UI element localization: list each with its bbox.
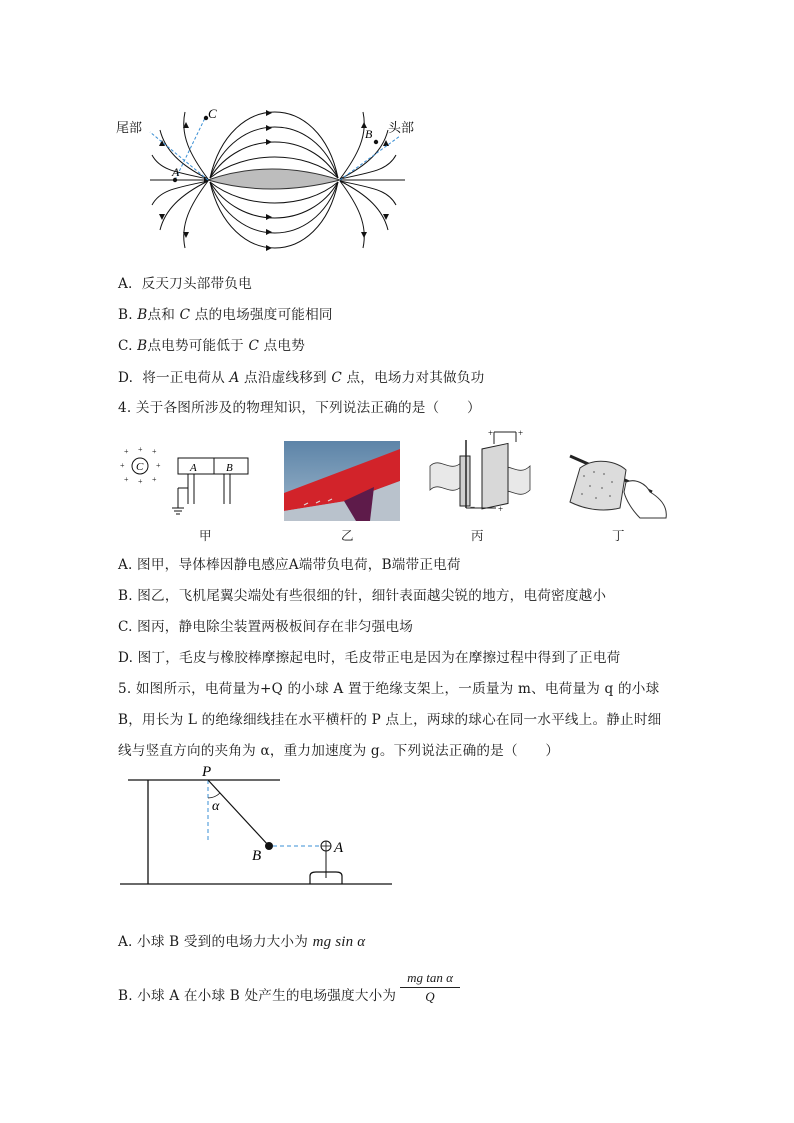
svg-text:+: + [152,447,157,456]
q4-option-b[interactable]: B. 图乙，飞机尾翼尖端处有些很细的针，细针表面越尖锐的地方，电荷密度越小 [118,588,607,604]
q4-option-d[interactable]: D. 图丁，毛皮与橡胶棒摩擦起电时，毛皮带正电是因为在摩擦过程中得到了正电荷 [118,650,621,666]
svg-text:+: + [518,428,524,438]
svg-text:+: + [138,477,143,486]
svg-text:−: − [470,502,476,512]
label-B: B [365,127,373,141]
q5-stem-line-2: B，用长为 L 的绝缘细线挂在水平横杆的 P 点上，两球的球心在同一水平线上。静止时细 [118,712,662,728]
q4-option-a[interactable]: A. 图甲，导体棒因静电感应A端带负电荷，B端带正电荷 [118,557,461,573]
q3-option-a[interactable]: A. 反天刀头部带负电 [118,276,252,292]
q5-option-b-fraction: $\frac{\text{mg tan α}}{Q}$ [400,970,460,1005]
fish-body [208,169,340,189]
svg-text:α: α [212,799,220,814]
q5-stem-line-3: 线与竖直方向的夹角为 α，重力加速度为 g。下列说法正确的是（ ） [118,743,560,759]
svg-text:A: A [334,840,344,856]
q3-option-d[interactable]: D. 将一正电荷从 A 点沿虚线移到 C 点，电场力对其做负功 [118,370,485,386]
svg-text:P: P [202,764,212,780]
fig-yi-wing-photo [284,441,400,521]
caption-yi: 乙 [341,528,354,543]
label-head: 头部 [388,121,415,136]
svg-text:B: B [226,462,233,474]
electric-field-diagram [116,100,420,250]
fig-jia [118,445,258,518]
q5-option-a[interactable]: A. 小球 B 受到的电场力大小为 mg sin α [118,934,366,950]
q5-stem-line-1: 5. 如图所示，电荷量为+Q 的小球 A 置于绝缘支架上，一质量为 m、电荷量为 q 的小球 [118,681,660,697]
caption-bing: 丙 [471,528,484,543]
svg-text:B: B [252,848,262,864]
svg-text:+: + [152,475,157,484]
svg-text:+: + [124,447,129,456]
pendulum-diagram [120,760,395,890]
svg-text:+: + [488,428,494,438]
caption-jia: 甲 [199,528,212,543]
q3-option-b[interactable]: B. B点和 C 点的电场强度可能相同 [118,307,333,323]
svg-text:C: C [136,461,144,473]
q4-option-c[interactable]: C. 图丙，静电除尘装置两极板间存在非匀强电场 [118,619,414,635]
caption-ding: 丁 [612,528,625,543]
svg-text:+: + [124,475,129,484]
q4-stem: 4. 关于各图所涉及的物理知识，下列说法正确的是（ ） [118,400,481,416]
svg-text:+: + [120,461,125,470]
label-tail: 尾部 [116,121,143,136]
q5-option-b[interactable]: B. 小球 A 在小球 B 处产生的电场强度大小为 [118,988,397,1004]
label-A: A [172,165,180,179]
q3-option-c[interactable]: C. B点电势可能低于 C 点电势 [118,338,305,354]
svg-text:+: + [138,445,143,454]
label-C: C [208,106,217,121]
svg-text:A: A [190,462,197,474]
fig-ding [560,452,670,522]
svg-text:+: + [156,461,161,470]
svg-text:+: + [498,504,504,514]
fig-bing [430,426,530,518]
